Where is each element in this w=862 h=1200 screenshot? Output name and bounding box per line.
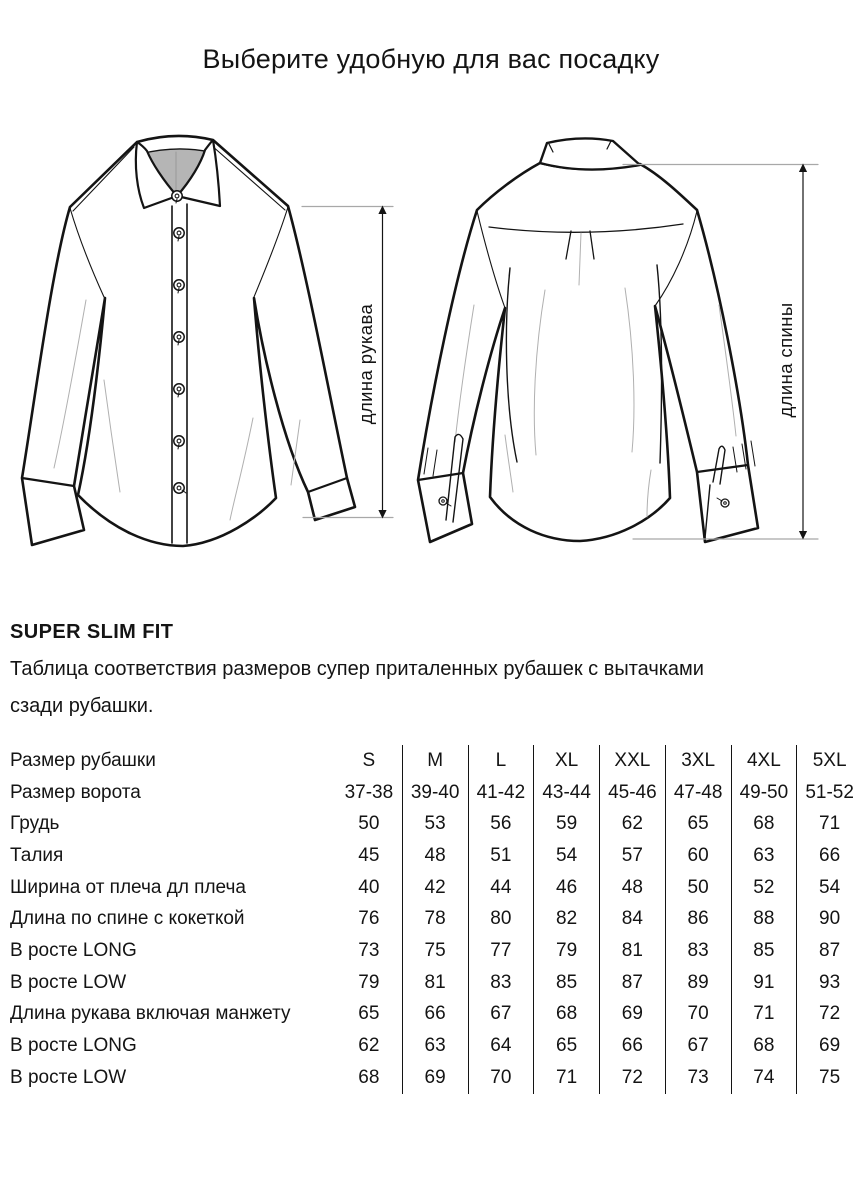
size-cell: 73 xyxy=(665,1062,731,1094)
size-cell: XL xyxy=(533,745,599,777)
size-cell: 68 xyxy=(731,1030,797,1062)
size-cell: 69 xyxy=(402,1062,468,1094)
size-cell: 41-42 xyxy=(468,777,534,809)
table-row xyxy=(10,967,862,999)
table-row xyxy=(10,745,862,777)
back-length-label: длина спины xyxy=(775,302,796,418)
size-cell: 71 xyxy=(533,1062,599,1094)
size-cell: 54 xyxy=(533,840,599,872)
size-cell: 88 xyxy=(731,903,797,935)
row-label: Грудь xyxy=(10,813,60,835)
table-row xyxy=(10,808,862,840)
table-row xyxy=(10,777,862,809)
size-cell: 46 xyxy=(533,872,599,904)
back-shirt-illustration xyxy=(418,138,758,542)
size-cell: 65 xyxy=(665,808,731,840)
table-row xyxy=(10,1062,862,1094)
size-cell: 86 xyxy=(665,903,731,935)
size-cell: 50 xyxy=(665,872,731,904)
size-cell: 83 xyxy=(468,967,534,999)
size-cell: 43-44 xyxy=(533,777,599,809)
size-cell: 51-52 xyxy=(796,777,862,809)
table-row xyxy=(10,935,862,967)
size-cell: 56 xyxy=(468,808,534,840)
size-cell: 67 xyxy=(665,1030,731,1062)
row-label: В росте LONG xyxy=(10,1035,137,1057)
size-cell: 47-48 xyxy=(665,777,731,809)
table-row xyxy=(10,999,862,1031)
size-cell: 87 xyxy=(796,935,862,967)
sleeve-length-label: длина рукава xyxy=(355,303,376,425)
size-cell: 70 xyxy=(665,999,731,1031)
size-cell: 63 xyxy=(402,1030,468,1062)
size-cell: 65 xyxy=(358,1003,380,1025)
size-cell: 78 xyxy=(402,903,468,935)
size-cell: 4XL xyxy=(731,745,797,777)
size-cell: 75 xyxy=(796,1062,862,1094)
size-cell: 64 xyxy=(468,1030,534,1062)
size-cell: 59 xyxy=(533,808,599,840)
size-cell: 65 xyxy=(533,1030,599,1062)
size-cell: 68 xyxy=(533,999,599,1031)
size-table xyxy=(10,745,862,1094)
size-cell: 70 xyxy=(468,1062,534,1094)
size-cell: 87 xyxy=(599,967,665,999)
size-cell: 68 xyxy=(358,1066,380,1088)
size-cell: 69 xyxy=(599,999,665,1031)
size-cell: 83 xyxy=(665,935,731,967)
front-shirt-illustration xyxy=(22,136,355,546)
size-cell: 71 xyxy=(796,808,862,840)
size-cell: 67 xyxy=(468,999,534,1031)
size-cell: 66 xyxy=(402,999,468,1031)
size-cell: 93 xyxy=(796,967,862,999)
row-label: В росте LOW xyxy=(10,971,127,993)
size-cell: 49-50 xyxy=(731,777,797,809)
size-cell: S xyxy=(362,749,376,771)
table-row xyxy=(10,903,862,935)
size-cell: 69 xyxy=(796,1030,862,1062)
size-cell: 48 xyxy=(402,840,468,872)
arrow-down-head xyxy=(799,531,807,540)
size-cell: 44 xyxy=(468,872,534,904)
size-cell: 57 xyxy=(599,840,665,872)
fit-description xyxy=(10,651,704,725)
size-cell: 54 xyxy=(796,872,862,904)
size-cell: 77 xyxy=(468,935,534,967)
size-cell: 68 xyxy=(731,808,797,840)
size-cell: 42 xyxy=(402,872,468,904)
size-cell: 63 xyxy=(731,840,797,872)
row-label: Талия xyxy=(10,844,64,866)
size-cell: 73 xyxy=(358,939,380,961)
size-cell: 3XL xyxy=(665,745,731,777)
size-cell: 84 xyxy=(599,903,665,935)
table-row xyxy=(10,1030,862,1062)
table-row xyxy=(10,840,862,872)
table-row xyxy=(10,872,862,904)
description-line: Таблица соответствия размеров супер приталенных рубашек с вытачками xyxy=(10,658,704,680)
size-cell: M xyxy=(402,745,468,777)
size-cell: 89 xyxy=(665,967,731,999)
size-cell: 75 xyxy=(402,935,468,967)
size-cell: 80 xyxy=(468,903,534,935)
size-cell: XXL xyxy=(599,745,665,777)
size-cell: 76 xyxy=(358,908,380,930)
size-cell: 62 xyxy=(599,808,665,840)
size-cell: 90 xyxy=(796,903,862,935)
size-cell: 45-46 xyxy=(599,777,665,809)
size-cell: 53 xyxy=(402,808,468,840)
size-cell: 72 xyxy=(796,999,862,1031)
description-line: сзади рубашки. xyxy=(10,695,154,717)
size-cell: 82 xyxy=(533,903,599,935)
size-cell: 39-40 xyxy=(402,777,468,809)
size-cell: 37-38 xyxy=(344,781,394,803)
size-cell: 71 xyxy=(731,999,797,1031)
row-label: Размер рубашки xyxy=(10,749,156,771)
size-cell: 81 xyxy=(402,967,468,999)
size-cell: 85 xyxy=(533,967,599,999)
size-cell: 52 xyxy=(731,872,797,904)
size-cell: 45 xyxy=(358,844,380,866)
size-cell: 85 xyxy=(731,935,797,967)
page-title: Выберите удобную для вас посадку xyxy=(202,44,660,74)
size-cell: 66 xyxy=(599,1030,665,1062)
size-cell: 50 xyxy=(358,813,380,835)
size-cell: 48 xyxy=(599,872,665,904)
size-cell: 51 xyxy=(468,840,534,872)
row-label: Длина по спине с кокеткой xyxy=(10,908,245,930)
size-cell: 91 xyxy=(731,967,797,999)
row-label: В росте LOW xyxy=(10,1066,127,1088)
size-cell: 40 xyxy=(358,876,380,898)
size-cell: 74 xyxy=(731,1062,797,1094)
size-cell: 79 xyxy=(533,935,599,967)
size-cell: 5XL xyxy=(796,745,862,777)
fit-heading: SUPER SLIM FIT xyxy=(10,621,174,643)
row-label: Ширина от плеча дл плеча xyxy=(10,876,246,898)
row-label: Размер ворота xyxy=(10,781,141,803)
row-label: Длина рукава включая манжету xyxy=(10,1003,291,1025)
size-cell: 72 xyxy=(599,1062,665,1094)
size-cell: L xyxy=(468,745,534,777)
size-cell: 66 xyxy=(796,840,862,872)
size-cell: 81 xyxy=(599,935,665,967)
back-shirt-outline xyxy=(418,163,758,542)
row-label: В росте LONG xyxy=(10,939,137,961)
size-cell: 79 xyxy=(358,971,380,993)
size-cell: 62 xyxy=(358,1035,380,1057)
size-cell: 60 xyxy=(665,840,731,872)
